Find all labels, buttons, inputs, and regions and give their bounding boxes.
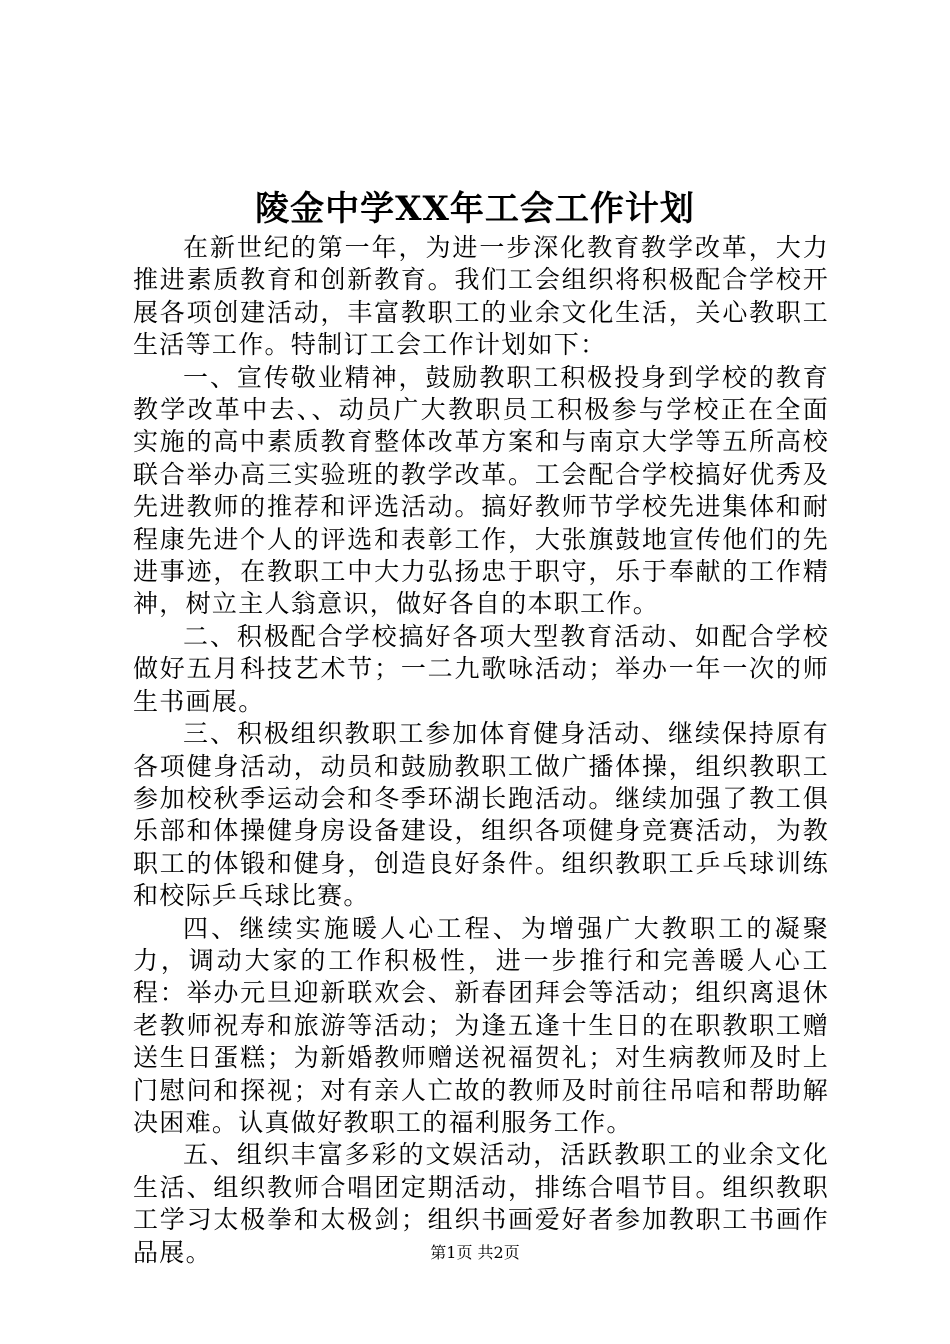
paragraph-item-5: 五、组织丰富多彩的文娱活动，活跃教职工的业余文化生活、组织教师合唱团定期活动，排练合唱节目。组织教职工学习太极拳和太极剑；组织书画爱好者参加教职工书画作品展。 xyxy=(133,1140,829,1267)
paragraph-intro: 在新世纪的第一年，为进一步深化教育教学改革，大力推进素质教育和创新教育。我们工会组织将积极配合学校开展各项创建活动，丰富教职工的业余文化生活，关心教职工生活等工作。特制订工会工作计划如下： xyxy=(133,233,829,360)
paragraph-item-1: 一、宣传敬业精神，鼓励教职工积极投身到学校的教育教学改革中去、、动员广大教职员工积极参与学校正在全面实施的高中素质教育整体改革方案和与南京大学等五所高校联合举办高三实验班的教学改革。工会配合学校搞好优秀及先进教师的推荐和评选活动。搞好教师节学校先进集体和耐程康先进个人的评选和表彰工作，大张旗鼓地宣传他们的先进事迹，在教职工中大力弘扬忠于职守，乐于奉献的工作精神，树立主人翁意识，做好各自的本职工作。 xyxy=(133,362,829,619)
document-body xyxy=(133,232,829,1269)
paragraph-item-4: 四、继续实施暖人心工程、为增强广大教职工的凝聚力，调动大家的工作积极性，进一步推行和完善暖人心工程：举办元旦迎新联欢会、新春团拜会等活动；组织离退休老教师祝寿和旅游等活动；为逢五逢十生日的在职教职工赠送生日蛋糕；为新婚教师赠送祝福贺礼；对生病教师及时上门慰问和探视；对有亲人亡故的教师及时前往吊唁和帮助解决困难。认真做好教职工的福利服务工作。 xyxy=(133,913,829,1137)
page-footer: 第1页 共2页 xyxy=(430,1243,520,1262)
paragraph-item-3: 三、积极组织教职工参加体育健身活动、继续保持原有各项健身活动，动员和鼓励教职工做广播体操，组织教职工参加校秋季运动会和冬季环湖长跑活动。继续加强了教工俱乐部和体操健身房设备建设，组织各项健身竞赛活动，为教职工的体锻和健身，创造良好条件。组织教职工乒乓球训练和校际乒乓球比赛。 xyxy=(133,719,829,911)
paragraph-item-2: 二、积极配合学校搞好各项大型教育活动、如配合学校做好五月科技艺术节；一二九歌咏活动；举办一年一次的师生书画展。 xyxy=(133,621,829,716)
document-title: 陵金中学XX年工会工作计划 xyxy=(255,189,695,229)
